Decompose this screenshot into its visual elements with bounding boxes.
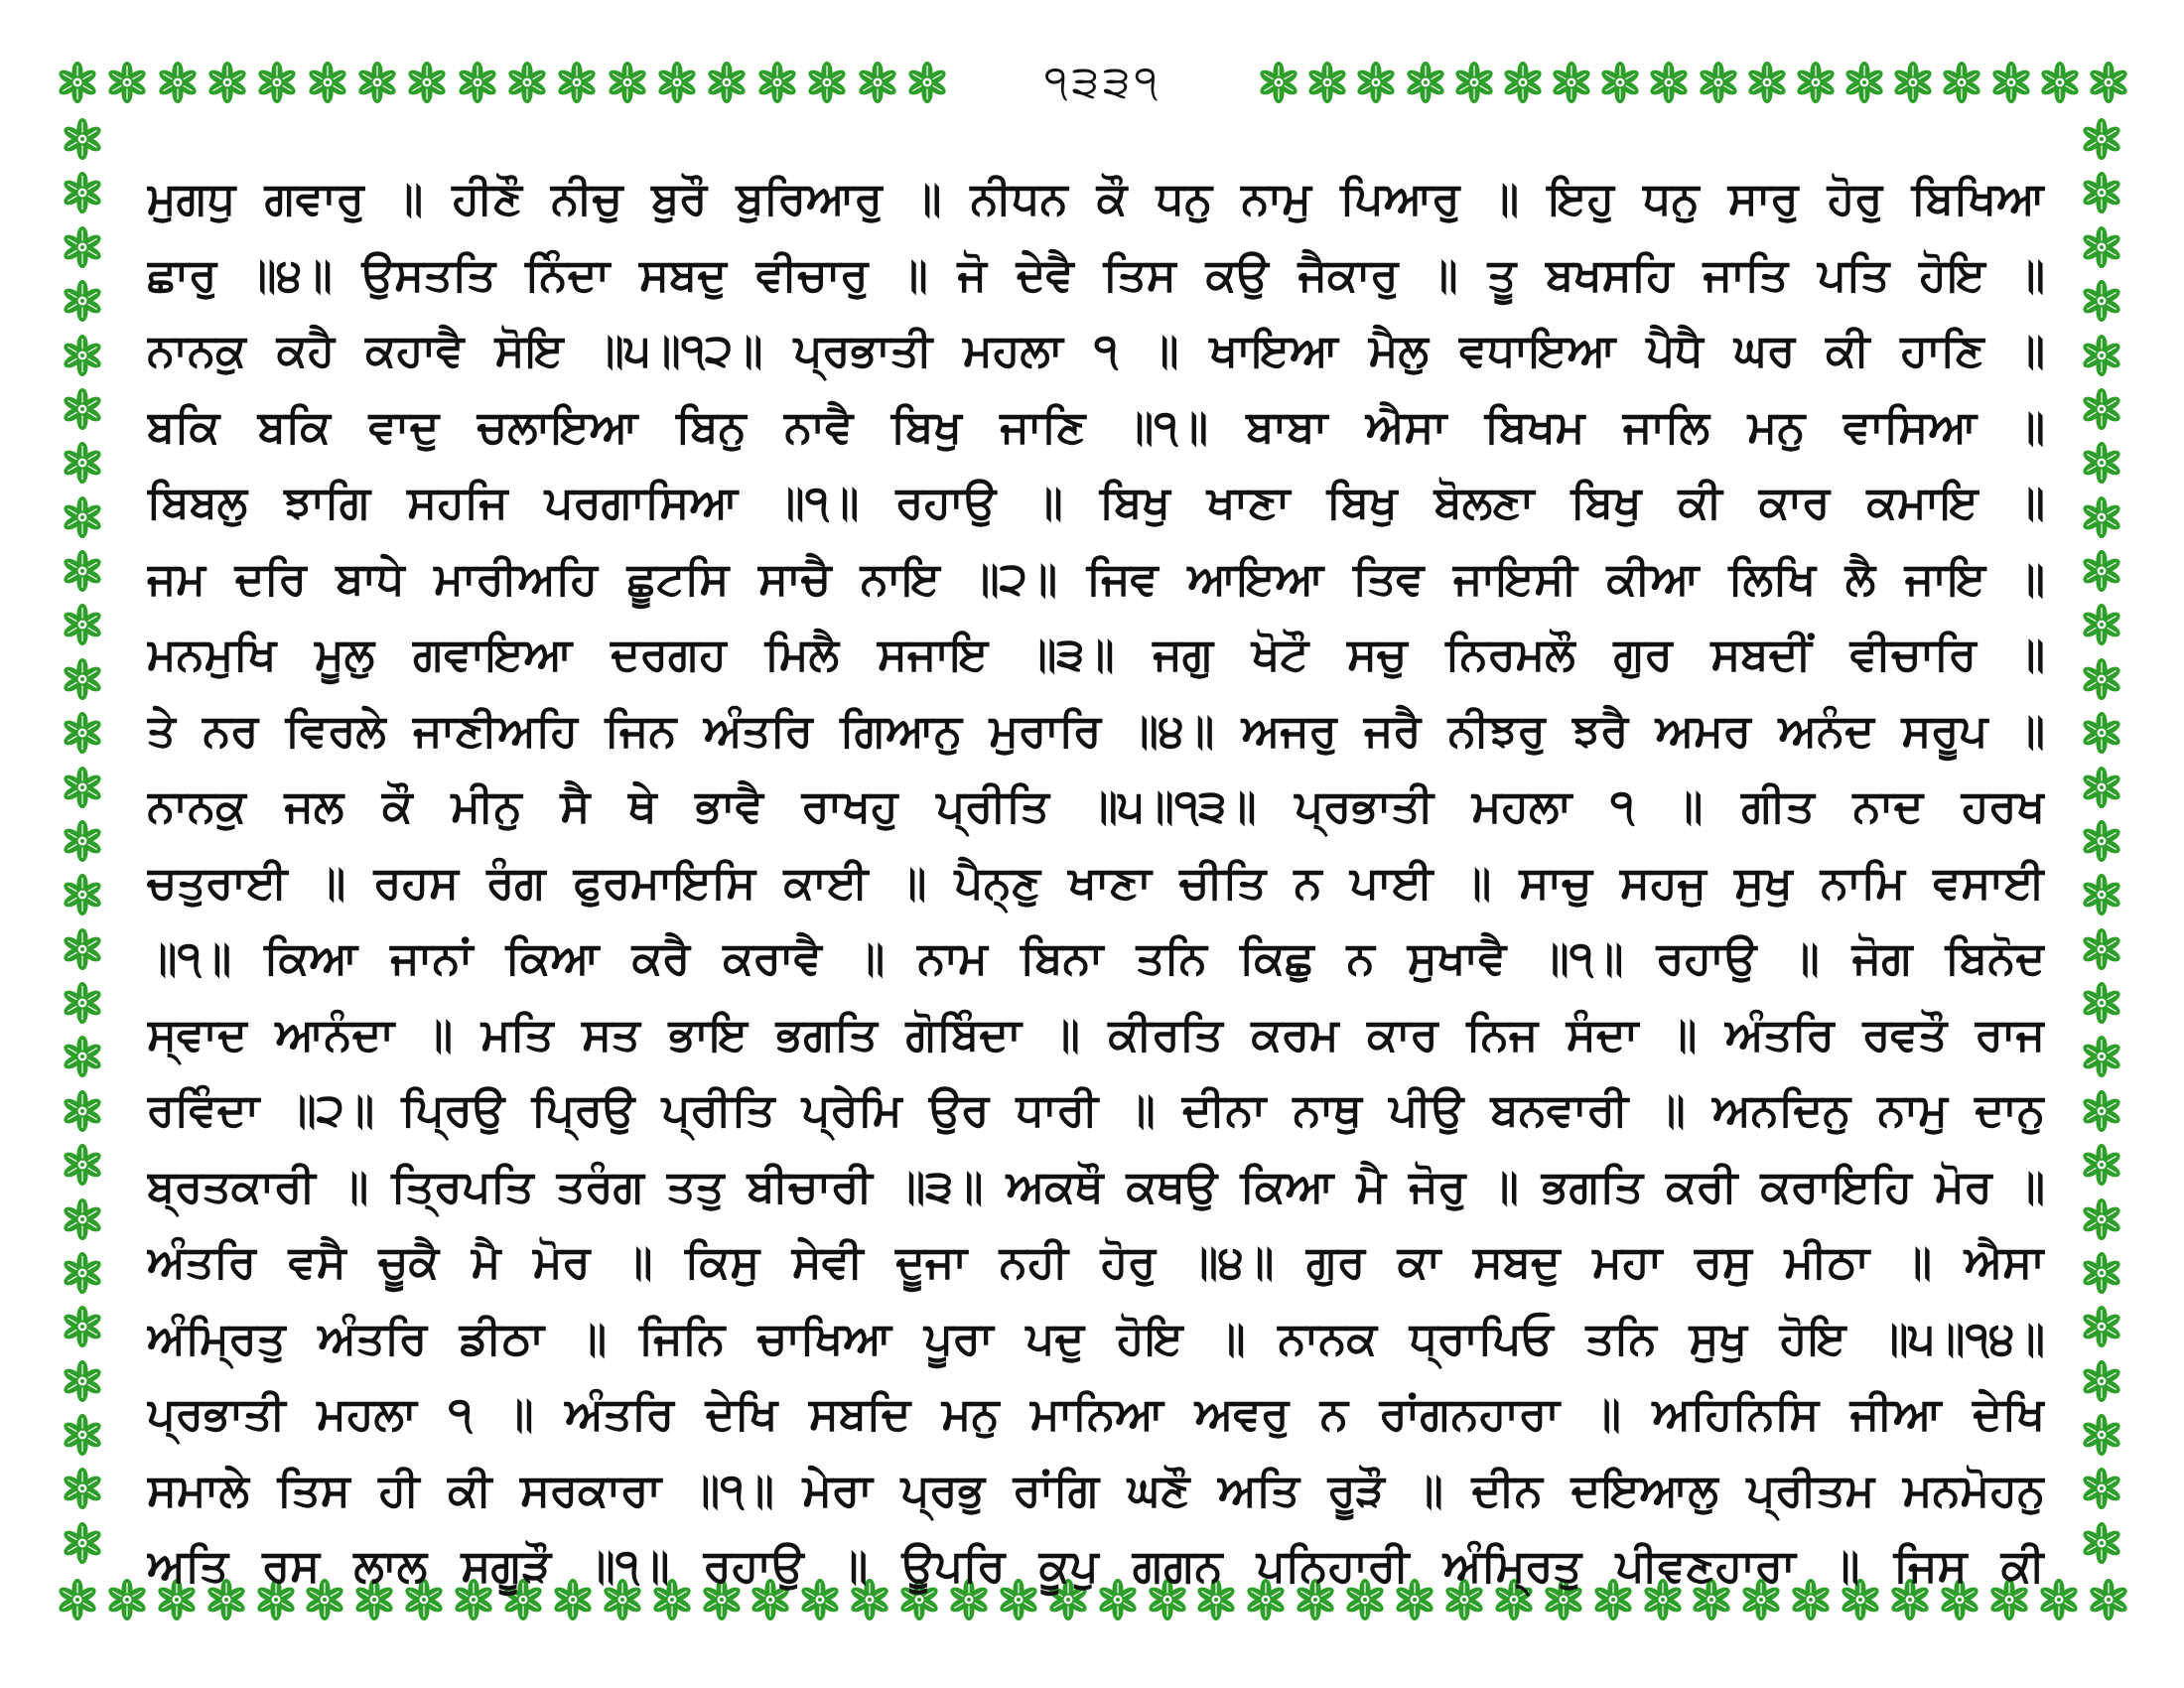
floral-ornament-icon <box>61 549 104 593</box>
floral-ornament-icon <box>156 61 200 104</box>
floral-ornament-icon <box>606 61 649 104</box>
floral-ornament-icon <box>705 61 749 104</box>
floral-ornament-icon <box>2080 657 2123 701</box>
floral-ornament-icon <box>61 1413 104 1457</box>
floral-ornament-icon <box>61 1305 104 1348</box>
floral-ornament-icon <box>1550 61 1593 104</box>
floral-ornament-icon <box>2080 1197 2123 1241</box>
floral-ornament-icon <box>355 61 399 104</box>
floral-ornament-icon <box>2080 1521 2123 1565</box>
floral-ornament-icon <box>2087 1578 2130 1621</box>
border-left <box>48 117 117 1565</box>
floral-ornament-icon <box>1598 61 1642 104</box>
floral-ornament-icon <box>2080 981 2123 1025</box>
floral-ornament-icon <box>61 1359 104 1403</box>
text-line: ਅੰਮ੍ਰਿਤੁ ਅੰਤਰਿ ਡੀਠਾ ॥ ਜਿਨਿ ਚਾਖਿਆ ਪੂਰਾ ਪਦੁ ਹੋਇ ॥ ਨਾਨਕ ਧ੍ਰਾਪਿਓ ਤਨਿ ਸੁਖੁ ਹੋਇ ॥੫॥੧੪॥ <box>147 1311 2045 1364</box>
floral-ornament-icon <box>61 1521 104 1565</box>
floral-ornament-icon <box>2080 495 2123 539</box>
text-line: ਨਾਨਕੁ ਕਹੈ ਕਹਾਵੈ ਸੋਇ ॥੫॥੧੨॥ ਪ੍ਰਭਾਤੀ ਮਹਲਾ ੧ ॥ ਖਾਇਆ ਮੈਲੁ ਵਧਾਇਆ ਪੈਧੈ ਘਰ ਕੀ ਹਾਣਿ ॥ <box>147 324 2045 376</box>
scripture-text <box>147 161 2045 1605</box>
floral-ornament-icon <box>2038 61 2082 104</box>
floral-ornament-icon <box>1305 61 1349 104</box>
floral-ornament-icon <box>61 981 104 1025</box>
floral-ornament-icon <box>61 117 104 161</box>
floral-ornament-icon <box>2080 1467 2123 1510</box>
border-top <box>56 48 2130 117</box>
text-line: ॥੧॥ ਕਿਆ ਜਾਨਾਂ ਕਿਆ ਕਰੈ ਕਰਾਵੈ ॥ ਨਾਮ ਬਿਨਾ ਤਨਿ ਕਿਛੁ ਨ ਸੁਖਾਵੈ ॥੧॥ ਰਹਾਉ ॥ ਜੋਗ ਬਿਨੋਦ <box>147 931 2045 984</box>
floral-ornament-icon <box>1891 61 1935 104</box>
text-line: ਪ੍ਰਭਾਤੀ ਮਹਲਾ ੧ ॥ ਅੰਤਰਿ ਦੇਖਿ ਸਬਦਿ ਮਨੁ ਮਾਨਿਆ ਅਵਰੁ ਨ ਰਾਂਗਨਹਾਰਾ ॥ ਅਹਿਨਿਸਿ ਜੀਆ ਦੇਖਿ <box>147 1387 2045 1440</box>
floral-ornament-icon <box>56 1578 99 1621</box>
border-top-left <box>56 48 949 117</box>
floral-ornament-icon <box>61 495 104 539</box>
floral-ornament-icon <box>2080 873 2123 916</box>
floral-ornament-icon <box>1745 61 1789 104</box>
floral-ornament-icon <box>61 1251 104 1295</box>
floral-ornament-icon <box>2080 225 2123 269</box>
floral-ornament-icon <box>905 61 949 104</box>
floral-ornament-icon <box>1843 61 1886 104</box>
border-top-right <box>1257 48 2130 117</box>
floral-ornament-icon <box>205 61 249 104</box>
floral-ornament-icon <box>856 61 899 104</box>
floral-ornament-icon <box>2080 334 2123 377</box>
floral-ornament-icon <box>805 61 849 104</box>
floral-ornament-icon <box>1501 61 1545 104</box>
text-line: ਬ੍ਰਤਕਾਰੀ ॥ ਤ੍ਰਿਪਤਿ ਤਰੰਗ ਤਤੁ ਬੀਚਾਰੀ ॥੩॥ ਅਕਥੌ ਕਥਉ ਕਿਆ ਮੈ ਜੋਰੁ ॥ ਭਗਤਿ ਕਰੀ ਕਰਾਇਹਿ ਮੋਰ ॥ <box>147 1159 2045 1212</box>
floral-ornament-icon <box>2080 1305 2123 1348</box>
text-line: ਅਤਿ ਰਸ ਲਾਲ ਸਗੂੜੌ ॥੧॥ ਰਹਾਉ ॥ ਊਪਰਿ ਕੂਪੁ ਗਗਨ ਪਨਿਹਾਰੀ ਅੰਮ੍ਰਿਤੁ ਪੀਵਣਹਾਰਾ ॥ ਜਿਸ ਕੀ <box>147 1539 2045 1592</box>
floral-ornament-icon <box>2080 171 2123 214</box>
floral-ornament-icon <box>1354 61 1398 104</box>
text-line: ਅੰਤਰਿ ਵਸੈ ਚੂਕੈ ਮੈ ਮੋਰ ॥ ਕਿਸੁ ਸੇਵੀ ਦੂਜਾ ਨਹੀ ਹੋਰੁ ॥੪॥ ਗੁਰ ਕਾ ਸਬਦੁ ਮਹਾ ਰਸੁ ਮੀਠਾ ॥ ਐਸਾ <box>147 1235 2045 1288</box>
floral-ornament-icon <box>2080 766 2123 809</box>
page-number: ੧੩੩੧ <box>1043 57 1162 107</box>
floral-ornament-icon <box>2087 61 2130 104</box>
floral-ornament-icon <box>456 61 499 104</box>
text-line: ਸ੍ਵਾਦ ਆਨੰਦਾ ॥ ਮਤਿ ਸਤ ਭਾਇ ਭਗਤਿ ਗੋਬਿੰਦਾ ॥ ਕੀਰਤਿ ਕਰਮ ਕਾਰ ਨਿਜ ਸੰਦਾ ॥ ਅੰਤਰਿ ਰਵਤੌ ਰਾਜ <box>147 1007 2045 1060</box>
floral-ornament-icon <box>61 441 104 485</box>
floral-ornament-icon <box>61 657 104 701</box>
floral-ornament-icon <box>61 334 104 377</box>
text-line: ਨਾਨਕੁ ਜਲ ਕੌ ਮੀਨੁ ਸੈ ਥੇ ਭਾਵੈ ਰਾਖਹੁ ਪ੍ਰੀਤਿ ॥੫॥੧੩॥ ਪ੍ਰਭਾਤੀ ਮਹਲਾ ੧ ॥ ਗੀਤ ਨਾਦ ਹਰਖ <box>147 779 2045 832</box>
floral-ornament-icon <box>61 873 104 916</box>
floral-ornament-icon <box>1697 61 1740 104</box>
floral-ornament-icon <box>1940 61 1983 104</box>
floral-ornament-icon <box>105 61 149 104</box>
text-line: ਸਮਾਲੇ ਤਿਸ ਹੀ ਕੀ ਸਰਕਾਰਾ ॥੧॥ ਮੇਰਾ ਪ੍ਰਭੁ ਰਾਂਗਿ ਘਣੌ ਅਤਿ ਰੂੜੌ ॥ ਦੀਨ ਦਇਆਲੁ ਪ੍ਰੀਤਮ ਮਨਮੋਹਨੁ <box>147 1463 2045 1516</box>
floral-ornament-icon <box>61 766 104 809</box>
floral-ornament-icon <box>1794 61 1838 104</box>
floral-ornament-icon <box>61 279 104 323</box>
floral-ornament-icon <box>405 61 449 104</box>
floral-ornament-icon <box>2080 1143 2123 1187</box>
floral-ornament-icon <box>2080 927 2123 971</box>
text-line: ਛਾਰੁ ॥੪॥ ਉਸਤਤਿ ਨਿੰਦਾ ਸਬਦੁ ਵੀਚਾਰੁ ॥ ਜੋ ਦੇਵੈ ਤਿਸ ਕਉ ਜੈਕਾਰੁ ॥ ਤੂ ਬਖਸਹਿ ਜਾਤਿ ਪਤਿ ਹੋਇ ॥ <box>147 247 2045 301</box>
floral-ornament-icon <box>755 61 799 104</box>
floral-ornament-icon <box>61 387 104 431</box>
floral-ornament-icon <box>61 711 104 755</box>
floral-ornament-icon <box>255 61 299 104</box>
floral-ornament-icon <box>61 1089 104 1133</box>
floral-ornament-icon <box>2080 1359 2123 1403</box>
text-line: ਬਕਿ ਬਕਿ ਵਾਦੁ ਚਲਾਇਆ ਬਿਨੁ ਨਾਵੈ ਬਿਖੁ ਜਾਣਿ ॥੧॥ ਬਾਬਾ ਐਸਾ ਬਿਖਮ ਜਾਲਿ ਮਨੁ ਵਾਸਿਆ ॥ <box>147 399 2045 453</box>
floral-ornament-icon <box>655 61 699 104</box>
floral-ornament-icon <box>2080 1413 2123 1457</box>
floral-ornament-icon <box>56 61 99 104</box>
floral-ornament-icon <box>1452 61 1496 104</box>
text-line: ਬਿਬਲੁ ਝਾਗਿ ਸਹਜਿ ਪਰਗਾਸਿਆ ॥੧॥ ਰਹਾਉ ॥ ਬਿਖੁ ਖਾਣਾ ਬਿਖੁ ਬੋਲਣਾ ਬਿਖੁ ਕੀ ਕਾਰ ਕਮਾਇ ॥ <box>147 476 2045 528</box>
floral-ornament-icon <box>61 603 104 646</box>
text-line: ਤੇ ਨਰ ਵਿਰਲੇ ਜਾਣੀਅਹਿ ਜਿਨ ਅੰਤਰਿ ਗਿਆਨੁ ਮੁਰਾਰਿ ॥੪॥ ਅਜਰੁ ਜਰੈ ਨੀਝਰੁ ਝਰੈ ਅਮਰ ਅਨੰਦ ਸਰੂਪ ॥ <box>147 703 2045 757</box>
text-line: ਚਤੁਰਾਈ ॥ ਰਹਸ ਰੰਗ ਫੁਰਮਾਇਸਿ ਕਾਈ ॥ ਪੈਨ੍ਣੁ ਖਾਣਾ ਚੀਤਿ ਨ ਪਾਈ ॥ ਸਾਚੁ ਸਹਜੁ ਸੁਖੁ ਨਾਮਿ ਵਸਾਈ <box>147 855 2045 909</box>
floral-ornament-icon <box>2080 549 2123 593</box>
floral-ornament-icon <box>61 1467 104 1510</box>
floral-ornament-icon <box>2080 1089 2123 1133</box>
text-line: ਜਮ ਦਰਿ ਬਾਧੇ ਮਾਰੀਅਹਿ ਛੂਟਸਿ ਸਾਚੈ ਨਾਇ ॥੨॥ ਜਿਵ ਆਇਆ ਤਿਵ ਜਾਇਸੀ ਕੀਆ ਲਿਖਿ ਲੈ ਜਾਇ ॥ <box>147 551 2045 605</box>
floral-ornament-icon <box>61 927 104 971</box>
floral-ornament-icon <box>2080 819 2123 863</box>
text-line: ਮੁਗਧੁ ਗਵਾਰੁ ॥ ਹੀਣੌ ਨੀਚੁ ਬੁਰੌ ਬੁਰਿਆਰੁ ॥ ਨੀਧਨ ਕੌ ਧਨੁ ਨਾਮੁ ਪਿਆਰੁ ॥ ਇਹੁ ਧਨੁ ਸਾਰੁ ਹੋਰੁ ਬਿਖਿਆ <box>147 172 2045 224</box>
floral-ornament-icon <box>306 61 349 104</box>
floral-ornament-icon <box>2080 711 2123 755</box>
floral-ornament-icon <box>61 1035 104 1078</box>
floral-ornament-icon <box>2080 441 2123 485</box>
floral-ornament-icon <box>2080 279 2123 323</box>
floral-ornament-icon <box>61 171 104 214</box>
floral-ornament-icon <box>2080 1251 2123 1295</box>
floral-ornament-icon <box>1257 61 1300 104</box>
floral-ornament-icon <box>1404 61 1447 104</box>
floral-ornament-icon <box>505 61 549 104</box>
floral-ornament-icon <box>61 225 104 269</box>
text-line: ਮਨਮੁਖਿ ਮੂਲੁ ਗਵਾਇਆ ਦਰਗਹ ਮਿਲੈ ਸਜਾਇ ॥੩॥ ਜਗੁ ਖੋਟੌ ਸਚੁ ਨਿਰਮਲੌ ਗੁਰ ਸਬਦੀਂ ਵੀਚਾਰਿ ॥ <box>147 628 2045 680</box>
floral-ornament-icon <box>2080 387 2123 431</box>
border-right <box>2067 117 2136 1565</box>
floral-ornament-icon <box>2080 603 2123 646</box>
floral-ornament-icon <box>105 1578 149 1621</box>
floral-ornament-icon <box>1989 61 2033 104</box>
floral-ornament-icon <box>1647 61 1691 104</box>
floral-ornament-icon <box>2080 117 2123 161</box>
floral-ornament-icon <box>61 819 104 863</box>
floral-ornament-icon <box>555 61 599 104</box>
floral-ornament-icon <box>61 1197 104 1241</box>
floral-ornament-icon <box>61 1143 104 1187</box>
text-line: ਰਵਿੰਦਾ ॥੨॥ ਪ੍ਰਿਉ ਪ੍ਰਿਉ ਪ੍ਰੀਤਿ ਪ੍ਰੇਮਿ ਉਰ ਧਾਰੀ ॥ ਦੀਨਾ ਨਾਥੁ ਪੀਉ ਬਨਵਾਰੀ ॥ ਅਨਦਿਨੁ ਨਾਮੁ ਦਾਨੁ <box>147 1083 2045 1136</box>
floral-ornament-icon <box>2080 1035 2123 1078</box>
